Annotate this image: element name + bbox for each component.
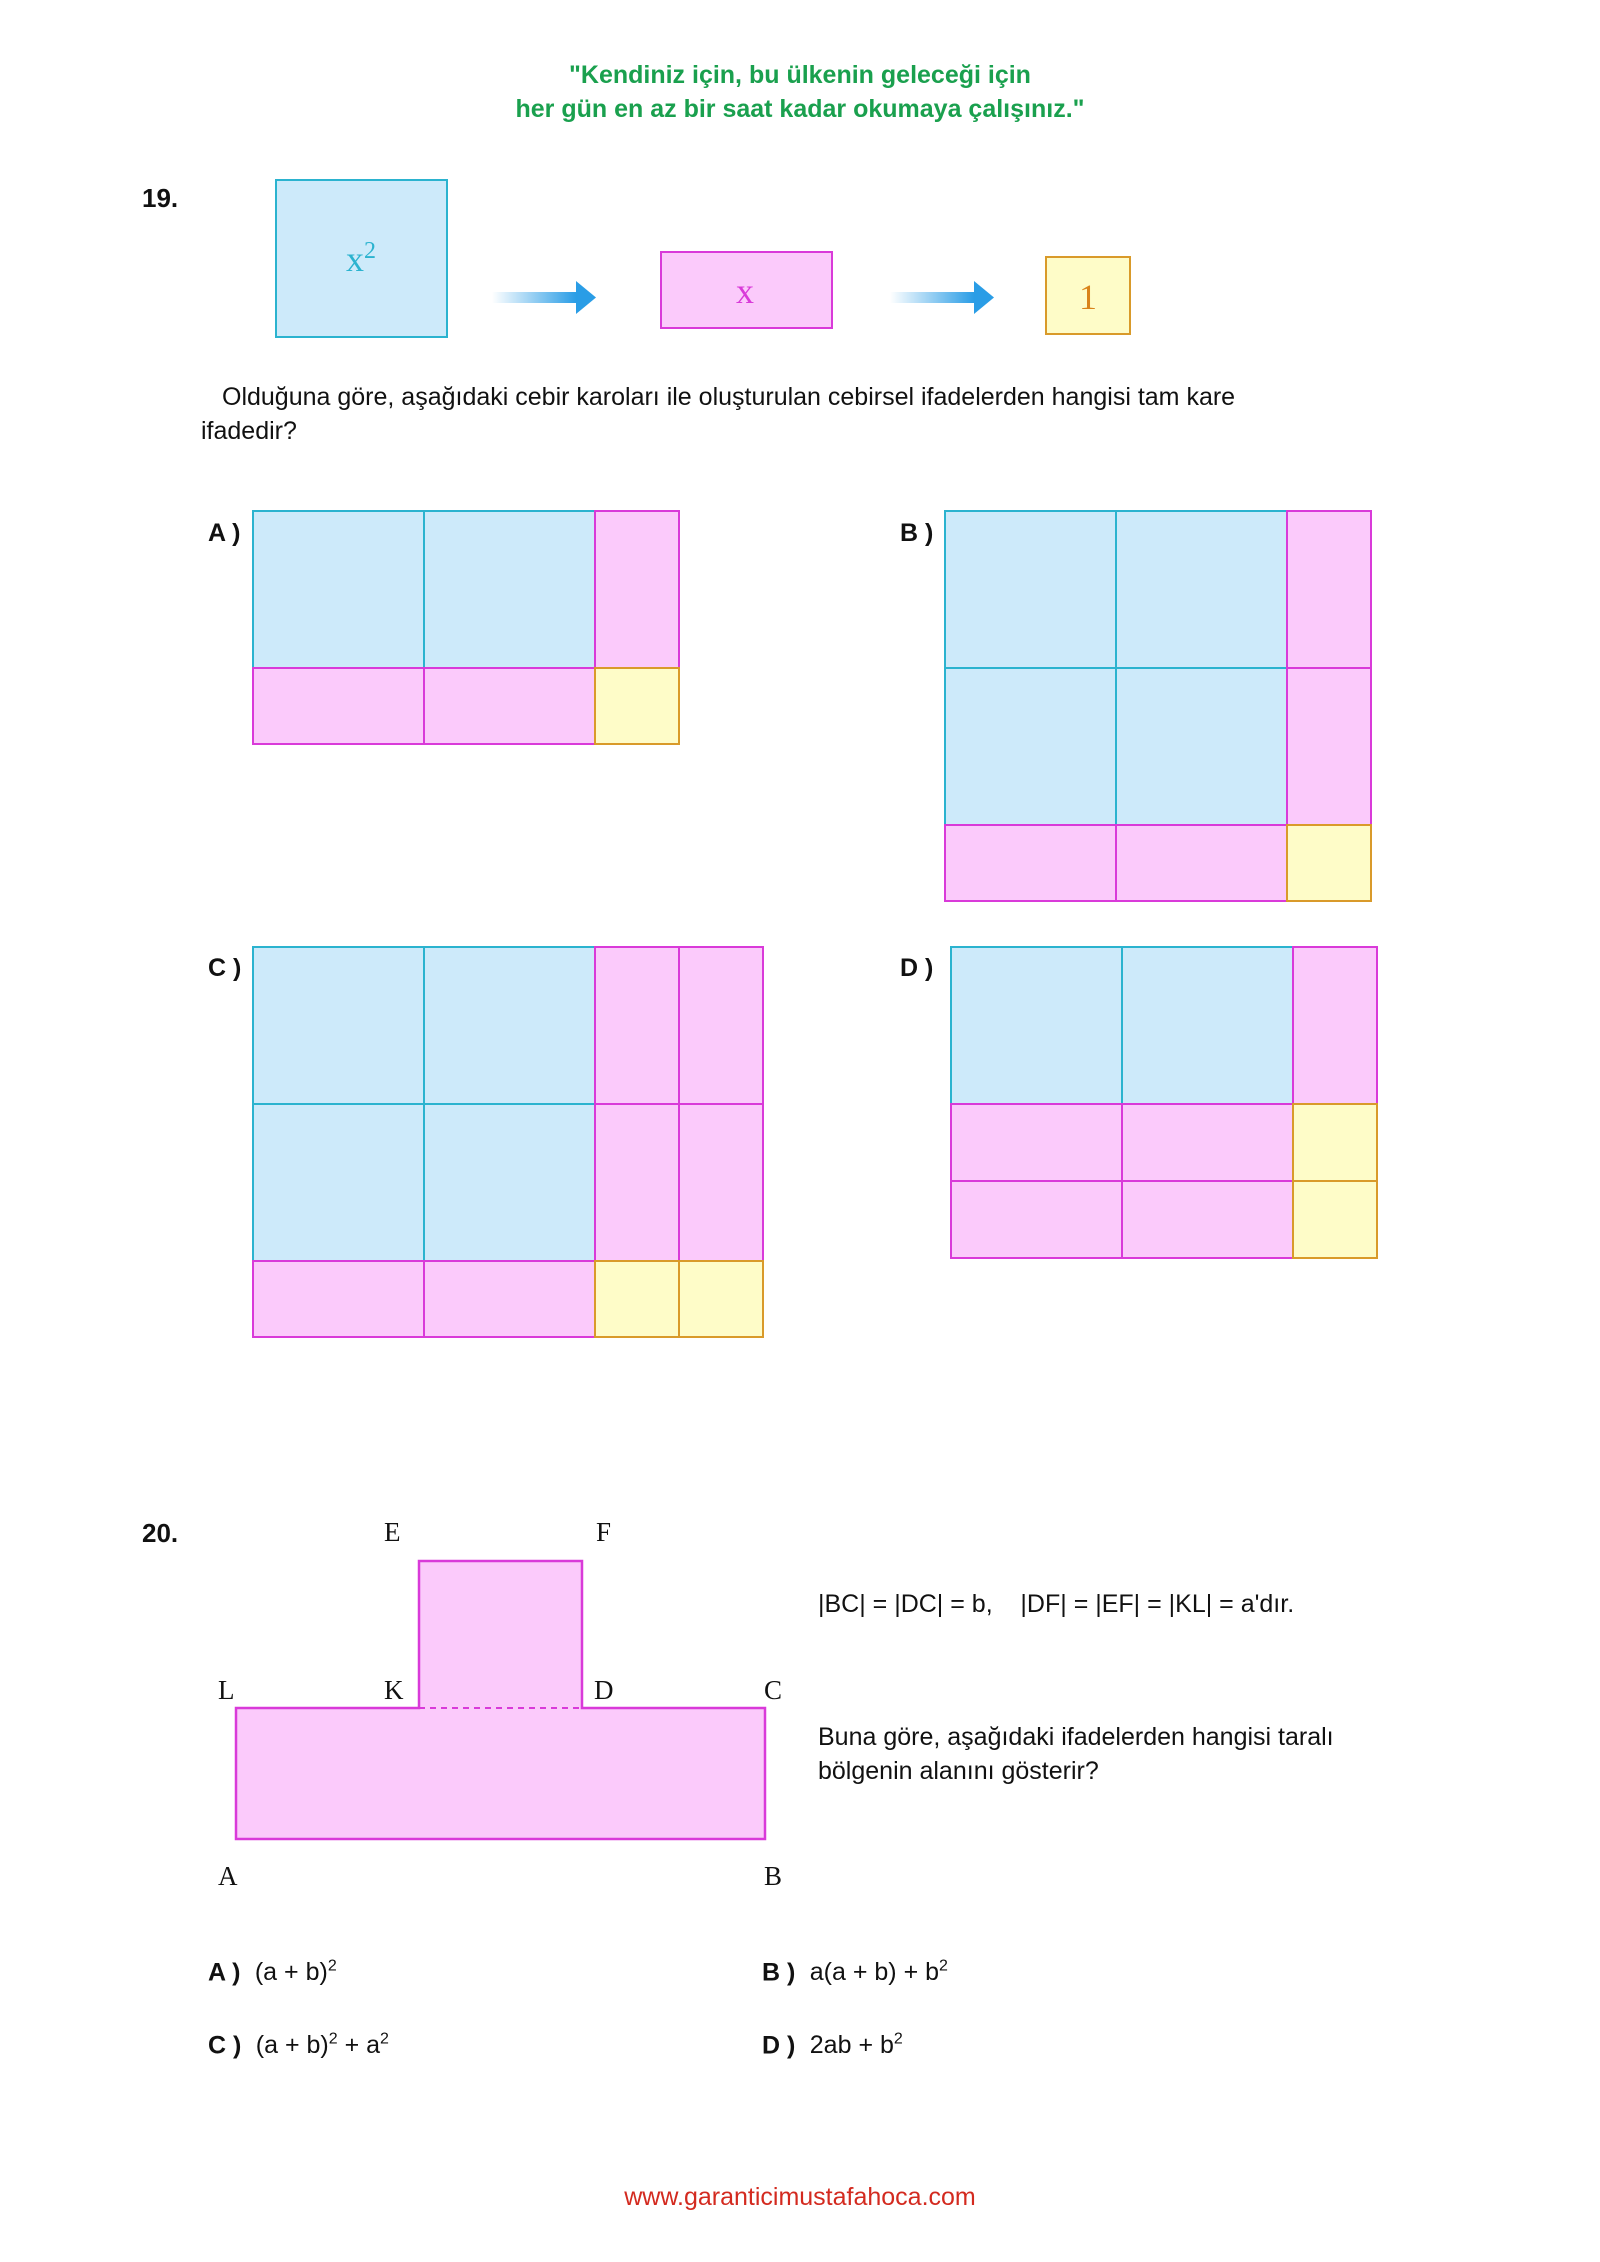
point-b-label: B <box>764 1861 783 1891</box>
answer-b-text: $a(a + b) + b^2$ <box>809 1958 948 1987</box>
answer-d[interactable] <box>762 2031 903 2060</box>
tile-one-label: 1 <box>1079 277 1097 317</box>
option-a-tiles[interactable] <box>250 508 686 748</box>
point-d-label: D <box>594 1675 614 1705</box>
option-c-tiles[interactable] <box>250 944 770 1340</box>
option-b-tiles[interactable] <box>942 508 1378 904</box>
question-20-given: |BC| = |DC| = b, |DF| = |EF| = |KL| = a'dır. <box>818 1590 1295 1618</box>
arrow-icon <box>890 281 994 314</box>
point-l-label: L <box>218 1675 235 1705</box>
option-d-tiles[interactable] <box>948 944 1384 1264</box>
answer-d-letter: D ) <box>762 2031 796 2060</box>
tile-x-label: x <box>736 271 754 311</box>
algebra-tiles-legend <box>0 0 1600 360</box>
question-19-text-line-1: Olduğuna göre, aşağıdaki cebir karoları ile oluşturulan cebirsel ifadelerden hangisi tam kare <box>222 383 1236 411</box>
point-e-label: E <box>384 1517 401 1547</box>
question-20-text-line-2: bölgenin alanını gösterir? <box>818 1757 1099 1785</box>
shaded-region <box>236 1561 765 1839</box>
answer-a[interactable] <box>208 1958 337 1987</box>
option-c-label[interactable]: C ) <box>208 954 242 982</box>
arrow-icon <box>492 281 596 314</box>
point-k-label: K <box>384 1675 404 1705</box>
answer-b-letter: B ) <box>762 1958 796 1987</box>
question-19-text-line-2: ifadedir? <box>201 417 297 445</box>
shaded-region-figure <box>230 1550 790 1850</box>
point-a-label: A <box>218 1861 238 1891</box>
option-d-label[interactable]: D ) <box>900 954 934 982</box>
answer-a-text: $(a + b)^2$ <box>254 1958 337 1987</box>
answer-b[interactable] <box>762 1958 948 1987</box>
question-19-number: 19. <box>142 183 179 213</box>
option-b-label[interactable]: B ) <box>900 519 934 547</box>
answer-a-letter: A ) <box>208 1958 241 1987</box>
point-c-label: C <box>764 1675 783 1705</box>
answer-d-text: $2ab + b^2$ <box>809 2031 903 2060</box>
motto-line-1: "Kendiniz için, bu ülkenin geleceği için <box>569 61 1031 89</box>
option-a-label[interactable]: A ) <box>208 519 241 547</box>
answer-c-letter: C ) <box>208 2031 242 2060</box>
answer-c-text: $(a + b)^2 + a^2$ <box>255 2031 389 2060</box>
tile-x-squared-label: $x^2$ <box>346 238 376 279</box>
point-f-label: F <box>596 1517 612 1547</box>
question-20-text-line-1: Buna göre, aşağıdaki ifadelerden hangisi taralı <box>818 1723 1334 1751</box>
motto-line-2: her gün en az bir saat kadar okumaya çalışınız." <box>515 95 1085 123</box>
question-20-number: 20. <box>142 1518 179 1548</box>
answer-c[interactable] <box>208 2031 389 2060</box>
footer-website-link[interactable]: www.garanticimustafahoca.com <box>624 2183 976 2211</box>
